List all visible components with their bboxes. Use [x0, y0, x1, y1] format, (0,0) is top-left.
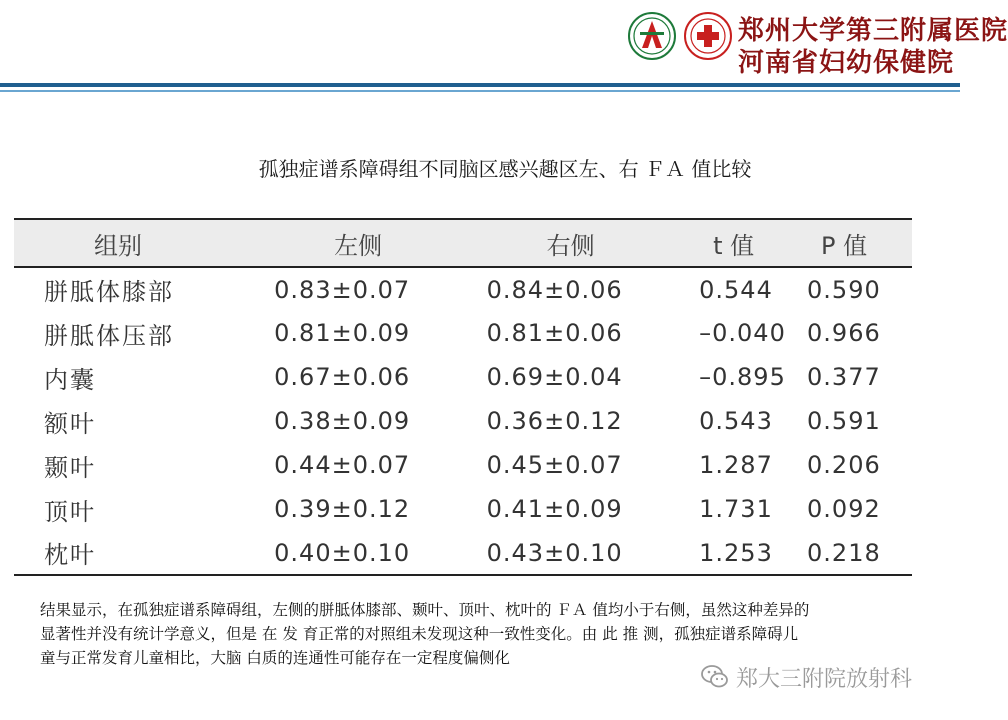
cell-t: 1.287	[699, 451, 773, 479]
cell-t: 0.543	[699, 407, 773, 435]
note-line: 结果显示，在孤独症谱系障碍组，左侧的胼胝体膝部、颞叶、顶叶、枕叶的 ＦＡ 值均小于右侧，虽然这种差异的	[40, 601, 810, 619]
cell-t: 1.731	[699, 495, 773, 523]
column-header-left: 左侧	[334, 231, 383, 260]
cell-t: 1.253	[699, 538, 773, 567]
fa-value-table	[14, 218, 912, 576]
cell-group: 胼胝体压部	[44, 321, 174, 350]
table-row	[14, 267, 912, 311]
table-row	[14, 311, 912, 355]
column-header-t: t 值	[713, 231, 755, 260]
column-header-p: P 值	[821, 231, 868, 260]
cell-right: 0.81±0.06	[486, 319, 623, 347]
cell-t: 0.544	[699, 275, 773, 304]
cell-right: 0.36±0.12	[486, 407, 623, 435]
university-logo-icon	[628, 12, 676, 60]
watermark-text: 郑大三附院放射科	[736, 666, 913, 692]
table-title: 孤独症谱系障碍组不同脑区感兴趣区左、右 ＦＡ 值比较	[258, 157, 752, 181]
cell-right: 0.84±0.06	[486, 275, 623, 304]
cell-left: 0.40±0.10	[274, 538, 411, 567]
table-row	[14, 443, 912, 487]
header-divider	[0, 83, 960, 87]
cell-left: 0.81±0.09	[274, 319, 411, 347]
cell-left: 0.67±0.06	[274, 363, 411, 391]
cell-p: 0.591	[807, 407, 881, 435]
cell-p: 0.218	[807, 538, 881, 567]
table-row	[14, 531, 912, 575]
source-watermark	[700, 660, 912, 694]
cell-group: 枕叶	[44, 541, 96, 569]
cell-group: 内囊	[44, 365, 96, 394]
cell-left: 0.44±0.07	[274, 451, 411, 479]
cell-left: 0.38±0.09	[274, 407, 411, 435]
note-line: 童与正常发育儿童相比，大脑 白质的连通性可能存在一定程度偏侧化	[40, 649, 510, 667]
cell-p: 0.206	[807, 451, 881, 479]
hospital-name: 郑州大学第三附属医院	[738, 16, 1008, 46]
cell-left: 0.83±0.07	[274, 275, 411, 304]
hospital-name-secondary: 河南省妇幼保健院	[738, 48, 955, 78]
note-line: 显著性并没有统计学意义，但是 在 发 育正常的对照组未发现这种一致性变化。由 此 推 测，孤独症谱系障碍儿	[40, 625, 799, 643]
column-header-right: 右侧	[546, 231, 595, 260]
cell-group: 顶叶	[44, 497, 96, 526]
cell-group: 颞叶	[44, 453, 96, 482]
cell-right: 0.43±0.10	[486, 538, 623, 567]
cell-p: 0.377	[807, 363, 881, 391]
cell-t: –0.040	[699, 319, 786, 347]
hospital-logo-icon	[684, 12, 732, 60]
table-row	[14, 355, 912, 399]
cell-t: –0.895	[699, 363, 786, 391]
wechat-icon	[700, 662, 730, 692]
cell-p: 0.966	[807, 319, 881, 347]
table-row	[14, 487, 912, 531]
cell-p: 0.590	[807, 275, 881, 304]
cell-right: 0.41±0.09	[486, 495, 623, 523]
column-header-group: 组别	[94, 231, 142, 260]
cell-left: 0.39±0.12	[274, 495, 411, 523]
cell-right: 0.69±0.04	[486, 363, 623, 391]
slide-header	[0, 0, 1008, 95]
table-header-row	[14, 219, 912, 267]
header-divider-thin	[0, 90, 960, 92]
cell-right: 0.45±0.07	[486, 451, 623, 479]
cell-p: 0.092	[807, 495, 881, 523]
cell-group: 额叶	[44, 409, 96, 438]
table-row	[14, 399, 912, 443]
cell-group: 胼胝体膝部	[44, 278, 174, 306]
